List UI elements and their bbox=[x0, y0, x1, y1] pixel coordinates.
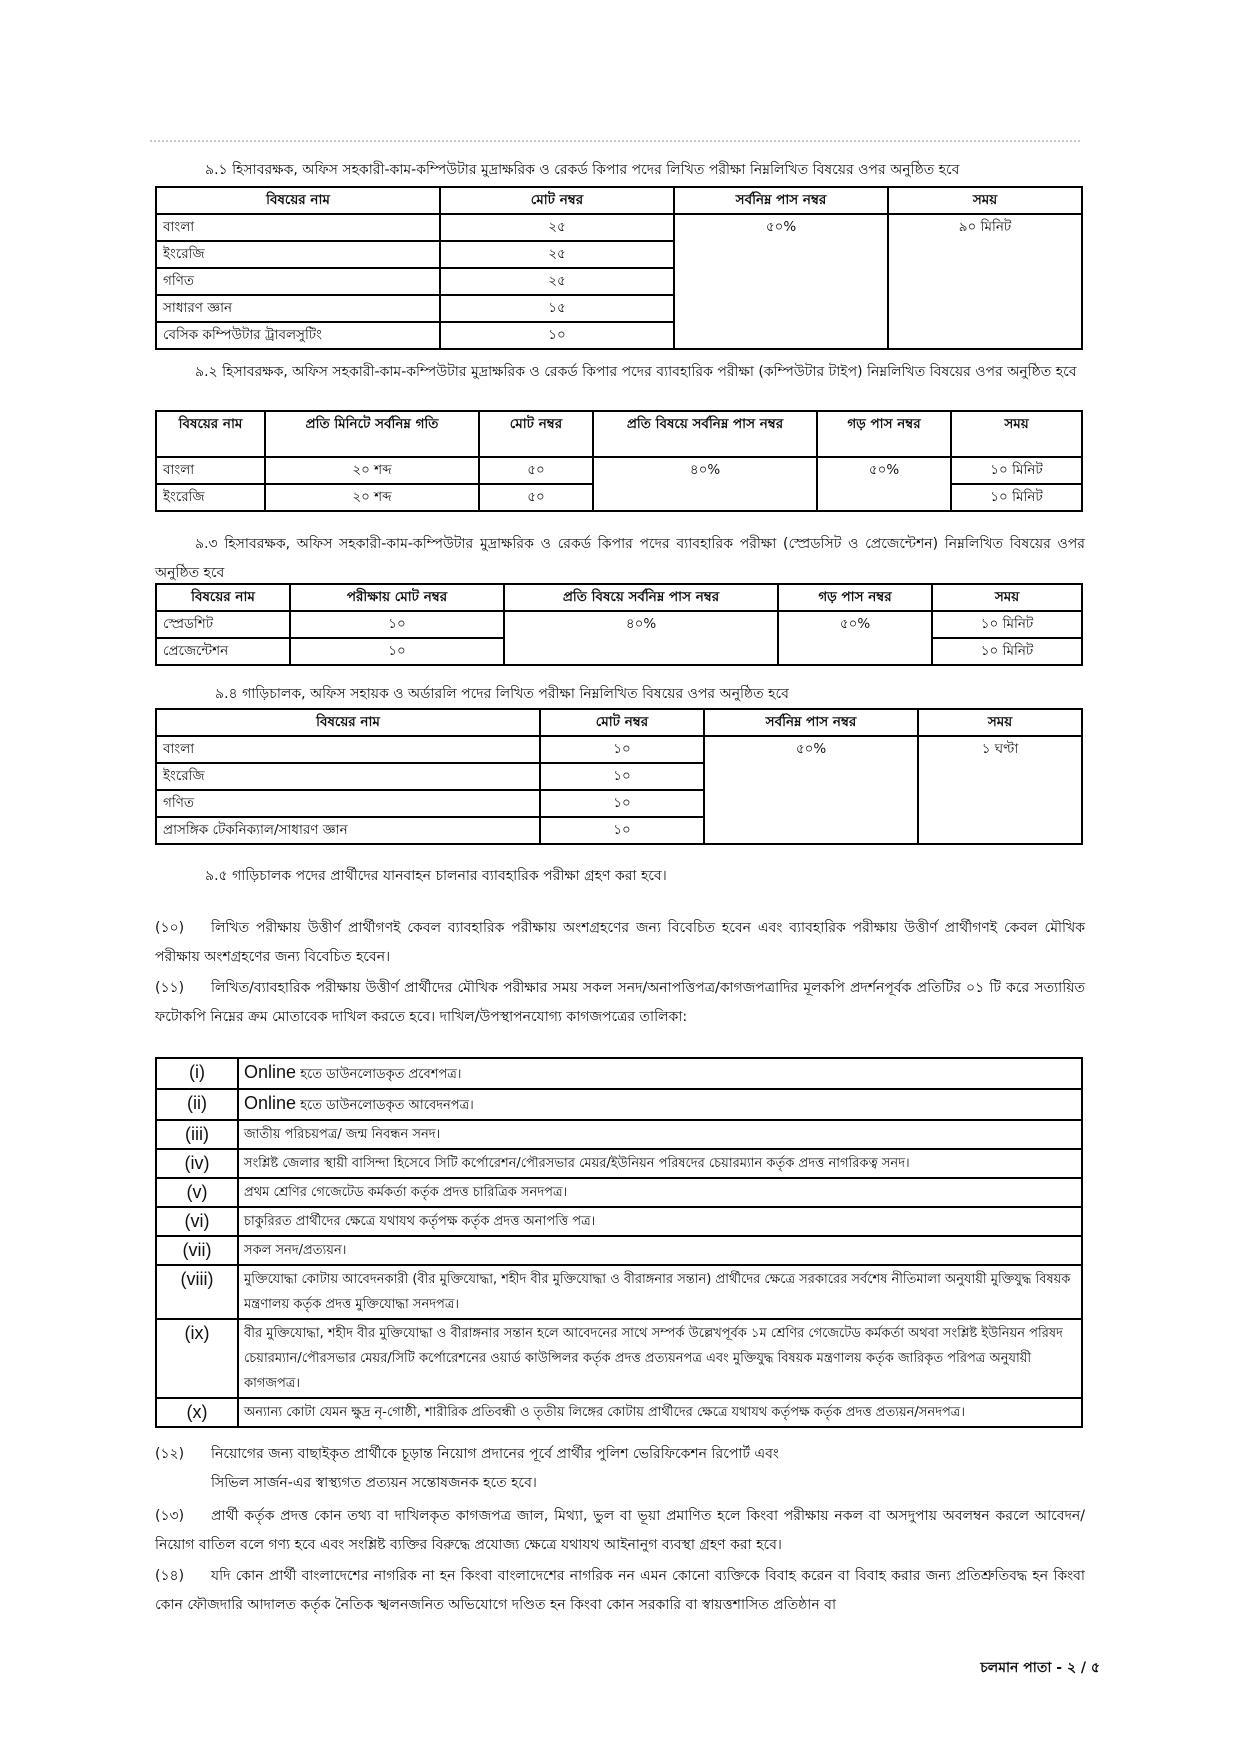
col-header: প্রতি বিষয়ে সর্বনিম্ন পাস নম্বর bbox=[593, 411, 817, 457]
col-header: গড় পাস নম্বর bbox=[817, 411, 951, 457]
document-prefix: Online bbox=[244, 1093, 297, 1113]
document-text: প্রথম শ্রেণির গেজেটেড কর্মকর্তা কর্তৃক প্রদত্ত চারিত্রিক সনদপত্র। bbox=[244, 1185, 568, 1200]
table-9-1 bbox=[155, 186, 1083, 350]
clause-text: লিখিত পরীক্ষায় উত্তীর্ণ প্রার্থীগণই কেবল ব্যাবহারিক পরীক্ষায় অংশগ্রহণের জন্য বিবেচিত হবেন এবং ব্যাবহারিক পরীক্ষায় উত্তীর্ণ প্রার্থীগণই কেবল মৌখিক পরীক্ষায় অংশগ্রহণের জন্য বিবেচিত হবেন। bbox=[155, 920, 1085, 965]
document-number: (ix) bbox=[156, 1319, 238, 1398]
time-cell: ৯০ মিনিট bbox=[888, 214, 1082, 349]
clause-number: (১৪) bbox=[155, 1568, 185, 1584]
document-number: (iv) bbox=[156, 1149, 238, 1178]
document-description bbox=[238, 1089, 1082, 1120]
marks-cell: ১০ bbox=[440, 322, 674, 349]
document-description bbox=[238, 1178, 1082, 1207]
col-header: সময় bbox=[918, 709, 1082, 736]
subject-cell: বাংলা bbox=[156, 457, 265, 484]
per-subject-pass-cell: ৪০% bbox=[504, 611, 778, 665]
col-header: মোট নম্বর bbox=[479, 411, 593, 457]
section-9-4-heading: ৯.৪ গাড়িচালক, অফিস সহায়ক ও অর্ডারলি পদের লিখিত পরীক্ষা নিম্নলিখিত বিষয়ের ওপর অনুষ্ঠিত হবে bbox=[215, 686, 789, 702]
col-header: সর্বনিম্ন পাস নম্বর bbox=[674, 187, 888, 214]
document-text: মুক্তিযোদ্ধা কোটায় আবেদনকারী (বীর মুক্তিযোদ্ধা, শহীদ বীর মুক্তিযোদ্ধা ও বীরাঙ্গনার সন্তান) প্রার্থীদের ক্ষেত্রে সরকারের সর্বশেষ নীতিমালা অনুযায়ী মুক্তিযুদ্ধ বিষয়ক মন্ত্রণালয় কর্তৃক প্রদত্ত মুক্তিযোদ্ধা সনদপত্র। bbox=[244, 1272, 1071, 1312]
document-text: সকল সনদ/প্রত্যয়ন। bbox=[244, 1243, 347, 1258]
section-9-3-heading: ৯.৩ হিসাবরক্ষক, অফিস সহকারী-কাম-কম্পিউটার মুদ্রাক্ষরিক ও রেকর্ড কিপার পদের ব্যাবহারিক পরীক্ষা (স্প্রেডসিট ও প্রেজেন্টেশন) নিম্নলিখিত বিষয়ের ওপর অনুষ্ঠিত হবে bbox=[155, 536, 1085, 581]
subject-cell: ইংরেজি bbox=[156, 484, 265, 511]
marks-cell: ১০ bbox=[540, 790, 704, 817]
table-row bbox=[156, 457, 1082, 484]
col-header: বিষয়ের নাম bbox=[156, 709, 540, 736]
col-header: প্রতি মিনিটে সর্বনিম্ন গতি bbox=[265, 411, 479, 457]
col-header: প্রতি বিষয়ে সর্বনিম্ন পাস নম্বর bbox=[504, 584, 778, 611]
subject-cell: স্প্রেডশিট bbox=[156, 611, 290, 638]
marks-cell: ১০ bbox=[540, 736, 704, 763]
average-pass-cell: ৫০% bbox=[778, 611, 932, 665]
section-9-2-heading: ৯.২ হিসাবরক্ষক, অফিস সহকারী-কাম-কম্পিউটার মুদ্রাক্ষরিক ও রেকর্ড কিপার পদের ব্যাবহারিক পরীক্ষা (কম্পিউটার টাইপ) নিম্নলিখিত বিষয়ের ওপর অনুষ্ঠিত হবে bbox=[195, 364, 1077, 380]
speed-cell: ২০ শব্দ bbox=[265, 484, 479, 511]
marks-cell: ১০ bbox=[290, 638, 504, 665]
subject-cell: বাংলা bbox=[156, 214, 440, 241]
clause-text: প্রার্থী কর্তৃক প্রদত্ত কোন তথ্য বা দাখিলকৃত কাগজপত্র জাল, মিথ্যা, ভুল বা ভূয়া প্রমাণিত হলে কিংবা পরীক্ষায় নকল বা অসদুপায় অবলম্বন করলে আবেদন/নিয়োগ বাতিল বলে গণ্য হবে এবং সংশ্লিষ্ট ব্যক্তির বিরুদ্ধে প্রযোজ্য ক্ষেত্রে যথাযথ আইনানুগ ব্যবস্থা গ্রহণ করা হবে। bbox=[155, 1508, 1085, 1553]
section-9-1-heading: ৯.১ হিসাবরক্ষক, অফিস সহকারী-কাম-কম্পিউটার মুদ্রাক্ষরিক ও রেকর্ড কিপার পদের লিখিত পরীক্ষা নিম্নলিখিত বিষয়ের ওপর অনুষ্ঠিত হবে bbox=[205, 162, 960, 178]
clause-number: (১০) bbox=[155, 920, 185, 936]
marks-cell: ১০ bbox=[290, 611, 504, 638]
subject-cell: প্রাসঙ্গিক টেকনিক্যাল/সাধারণ জ্ঞান bbox=[156, 817, 540, 844]
col-header: গড় পাস নম্বর bbox=[778, 584, 932, 611]
col-header: বিষয়ের নাম bbox=[156, 584, 290, 611]
document-description bbox=[238, 1265, 1082, 1319]
clause-14 bbox=[155, 1562, 1085, 1618]
per-subject-pass-cell: ৪০% bbox=[593, 457, 817, 511]
document-number: (vi) bbox=[156, 1207, 238, 1236]
page-footer: চলমান পাতা - ২ / ৫ bbox=[980, 1660, 1100, 1676]
marks-cell: ৫০ bbox=[479, 484, 593, 511]
col-header: বিষয়ের নাম bbox=[156, 187, 440, 214]
document-row bbox=[156, 1265, 1082, 1319]
pass-marks-cell: ৫০% bbox=[674, 214, 888, 349]
document-text: বীর মুক্তিযোদ্ধা, শহীদ বীর মুক্তিযোদ্ধা ও বীরাঙ্গনার সন্তান হলে আবেদনের সাথে সম্পর্ক উল্লেখপূর্বক ১ম শ্রেণির গেজেটেড কর্মকর্তা অথবা সংশ্লিষ্ট ইউনিয়ন পরিষদ চেয়ারম্যান/পৌরসভার মেয়র/সিটি কর্পোরেশনের ওয়ার্ড কাউন্সিলর কর্তৃক প্রদত্ত প্রত্যয়নপত্র এবং মুক্তিযুদ্ধ বিষয়ক মন্ত্রণালয় কর্তৃক জারিকৃত পরিপত্র অনুযায়ী কাগজপত্র। bbox=[244, 1326, 1063, 1391]
col-header: বিষয়ের নাম bbox=[156, 411, 265, 457]
document-text: জাতীয় পরিচয়পত্র/ জন্ম নিবন্ধন সনদ। bbox=[244, 1127, 441, 1142]
document-description bbox=[238, 1236, 1082, 1265]
marks-cell: ৫০ bbox=[479, 457, 593, 484]
table-9-2 bbox=[155, 410, 1083, 512]
document-row bbox=[156, 1319, 1082, 1398]
document-description bbox=[238, 1058, 1082, 1089]
col-header: মোট নম্বর bbox=[540, 709, 704, 736]
clause-12 bbox=[155, 1440, 1085, 1498]
subject-cell: ইংরেজি bbox=[156, 241, 440, 268]
clause-text: লিখিত/ব্যাবহারিক পরীক্ষায় উত্তীর্ণ প্রার্থীদের মৌখিক পরীক্ষার সময় সকল সনদ/অনাপত্তিপত্র/কাগজপত্রাদির মূলকপি প্রদর্শনপূর্বক প্রতিটির ০১ টি করে সত্যায়িত ফটোকপি নিম্নের ক্রম মোতাবেক দাখিল করতে হবে। দাখিল/উপস্থাপনযোগ্য কাগজপত্রের তালিকা: bbox=[155, 980, 1085, 1025]
document-row bbox=[156, 1178, 1082, 1207]
clause-13 bbox=[155, 1502, 1085, 1560]
documents-table bbox=[155, 1057, 1083, 1428]
col-header: সময় bbox=[951, 411, 1082, 457]
col-header: সর্বনিম্ন পাস নম্বর bbox=[704, 709, 918, 736]
subject-cell: বেসিক কম্পিউটার ট্রাবলসুটিং bbox=[156, 322, 440, 349]
clause-11 bbox=[155, 974, 1085, 1032]
time-cell: ১০ মিনিট bbox=[932, 638, 1082, 665]
table-9-4 bbox=[155, 708, 1083, 845]
document-text: চাকুরিরত প্রার্থীদের ক্ষেত্রে যথাযথ কর্তৃপক্ষ কর্তৃক প্রদত্ত অনাপত্তি পত্র। bbox=[244, 1214, 596, 1229]
document-row bbox=[156, 1120, 1082, 1149]
clause-text-line2: সিভিল সার্জন-এর স্বাস্থ্যগত প্রত্যয়ন সন্তোষজনক হতে হবে। bbox=[211, 1475, 537, 1491]
subject-cell: সাধারণ জ্ঞান bbox=[156, 295, 440, 322]
clause-10 bbox=[155, 914, 1085, 972]
clause-number: (১২) bbox=[155, 1446, 185, 1462]
marks-cell: ২৫ bbox=[440, 268, 674, 295]
document-number: (ii) bbox=[156, 1089, 238, 1120]
col-header: সময় bbox=[932, 584, 1082, 611]
document-number: (v) bbox=[156, 1178, 238, 1207]
subject-cell: গণিত bbox=[156, 268, 440, 295]
document-description bbox=[238, 1207, 1082, 1236]
document-description bbox=[238, 1319, 1082, 1398]
document-description bbox=[238, 1398, 1082, 1427]
document-text: হতে ডাউনলোডকৃত আবেদনপত্র। bbox=[296, 1098, 474, 1113]
speed-cell: ২০ শব্দ bbox=[265, 457, 479, 484]
col-header: মোট নম্বর bbox=[440, 187, 674, 214]
table-row bbox=[156, 611, 1082, 638]
marks-cell: ১০ bbox=[540, 817, 704, 844]
document-text: অন্যান্য কোটা যেমন ক্ষুদ্র নৃ-গোষ্ঠী, শারীরিক প্রতিবন্ধী ও তৃতীয় লিঙ্গের কোটায় প্রার্থীদের ক্ষেত্রে যথাযথ কর্তৃপক্ষ কর্তৃক প্রদত্ত প্রত্যয়ন/সনদপত্র। bbox=[244, 1405, 965, 1420]
subject-cell: প্রেজেন্টেশন bbox=[156, 638, 290, 665]
document-number: (viii) bbox=[156, 1265, 238, 1319]
document-text: হতে ডাউনলোডকৃত প্রবেশপত্র। bbox=[296, 1067, 462, 1082]
table-9-3 bbox=[155, 583, 1083, 666]
document-row bbox=[156, 1089, 1082, 1120]
document-number: (x) bbox=[156, 1398, 238, 1427]
document-prefix: Online bbox=[244, 1062, 297, 1082]
clause-text-line1: নিয়োগের জন্য বাছাইকৃত প্রার্থীকে চূড়ান্ত নিয়োগ প্রদানের পূর্বে প্রার্থীর পুলিশ ভেরিফিকেশন রিপোর্ট এবং bbox=[211, 1446, 779, 1462]
document-text: সংশ্লিষ্ট জেলার স্থায়ী বাসিন্দা হিসেবে সিটি কর্পোরেশন/পৌরসভার মেয়র/ইউনিয়ন পরিষদের চেয়ারম্যান কর্তৃক প্রদত্ত নাগরিকত্ব সনদ। bbox=[244, 1156, 910, 1171]
subject-cell: গণিত bbox=[156, 790, 540, 817]
time-cell: ১০ মিনিট bbox=[932, 611, 1082, 638]
cut-off-previous-line bbox=[150, 140, 1080, 148]
document-description bbox=[238, 1120, 1082, 1149]
marks-cell: ১০ bbox=[540, 763, 704, 790]
document-row bbox=[156, 1058, 1082, 1089]
document-row bbox=[156, 1398, 1082, 1427]
clause-number: (১৩) bbox=[155, 1508, 185, 1524]
document-number: (iii) bbox=[156, 1120, 238, 1149]
clause-number: (১১) bbox=[155, 980, 185, 996]
document-number: (i) bbox=[156, 1058, 238, 1089]
table-row bbox=[156, 736, 1082, 763]
document-row bbox=[156, 1149, 1082, 1178]
document-description bbox=[238, 1149, 1082, 1178]
document-row bbox=[156, 1236, 1082, 1265]
col-header: পরীক্ষায় মোট নম্বর bbox=[290, 584, 504, 611]
subject-cell: বাংলা bbox=[156, 736, 540, 763]
table-row bbox=[156, 214, 1082, 241]
section-9-5-text: ৯.৫ গাড়িচালক পদের প্রার্থীদের যানবাহন চালনার ব্যাবহারিক পরীক্ষা গ্রহণ করা হবে। bbox=[205, 868, 667, 884]
document-row bbox=[156, 1207, 1082, 1236]
subject-cell: ইংরেজি bbox=[156, 763, 540, 790]
col-header: সময় bbox=[888, 187, 1082, 214]
clause-text: যদি কোন প্রার্থী বাংলাদেশের নাগরিক না হন কিংবা বাংলাদেশের নাগরিক নন এমন কোনো ব্যক্তিকে বিবাহ করেন বা বিবাহ করার জন্য প্রতিশ্রুতিবদ্ধ হন কিংবা কোন ফৌজদারি আদালত কর্তৃক নৈতিক স্খলনজনিত অভিযোগে দণ্ডিত হন কিংবা কোন সরকারি বা স্বায়ত্তশাসিত প্রতিষ্ঠান বা bbox=[155, 1568, 1085, 1613]
marks-cell: ২৫ bbox=[440, 214, 674, 241]
marks-cell: ২৫ bbox=[440, 241, 674, 268]
time-cell: ১০ মিনিট bbox=[951, 457, 1082, 484]
marks-cell: ১৫ bbox=[440, 295, 674, 322]
average-pass-cell: ৫০% bbox=[817, 457, 951, 511]
time-cell: ১০ মিনিট bbox=[951, 484, 1082, 511]
time-cell: ১ ঘণ্টা bbox=[918, 736, 1082, 844]
pass-marks-cell: ৫০% bbox=[704, 736, 918, 844]
document-number: (vii) bbox=[156, 1236, 238, 1265]
